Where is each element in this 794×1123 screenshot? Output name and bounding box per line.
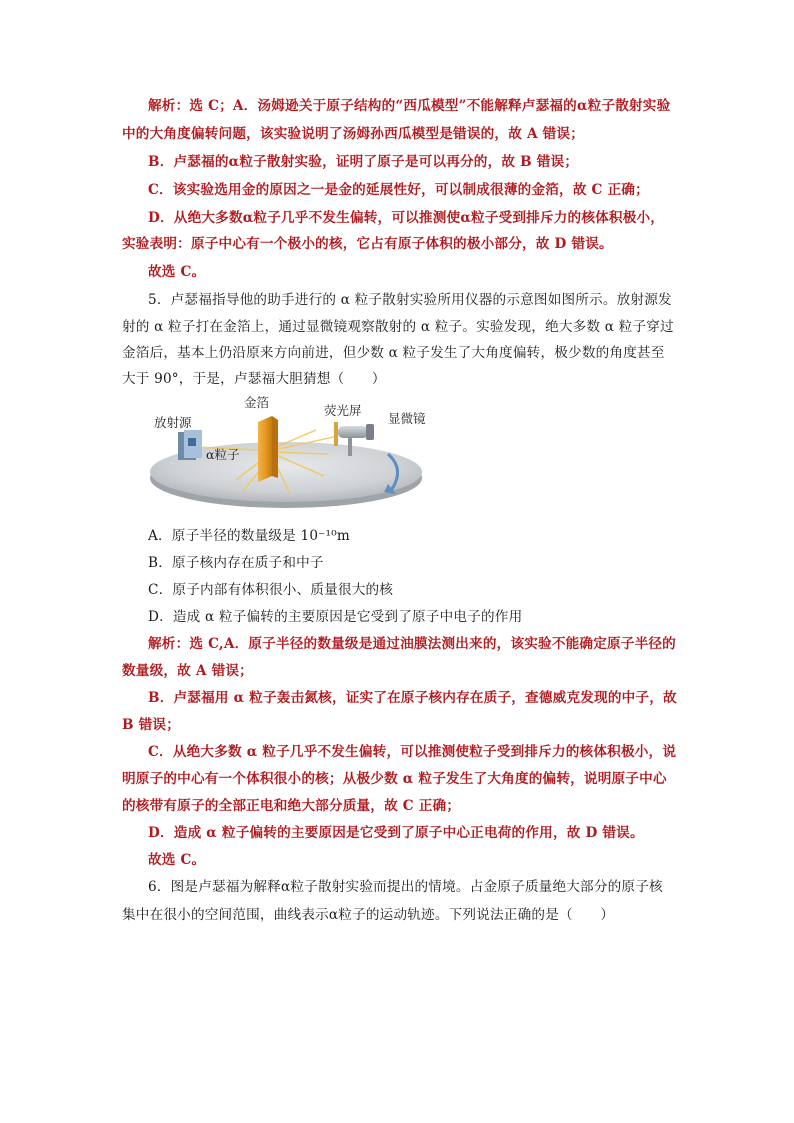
q5-analysis-line-3: B．卢瑟福用 α 粒子轰击氮核，证实了在原子核内存在质子，查德威克发现的中子，故 — [148, 690, 677, 706]
radiation-source — [178, 430, 202, 460]
q5-option-c: C．原子内部有体积很小、质量很大的核 — [148, 582, 394, 598]
q5-analysis-line-4: B 错误； — [122, 717, 181, 733]
q4-analysis-line-4: C．该实验选用金的原因之一是金的延展性好，可以制成很薄的金箔，故 C 正确； — [148, 182, 649, 198]
q5-stem-line-3: 金箔后，基本上仍沿原来方向前进，但少数 α 粒子发生了大角度偏转，极少数的角度甚至 — [122, 345, 665, 361]
q5-analysis-line-7: 的核带有原子的全部正电和绝大部分质量，故 C 正确； — [122, 798, 461, 814]
q5-option-b: B．原子核内存在质子和中子 — [148, 555, 324, 571]
q5-option-a: A．原子半径的数量级是 10⁻¹⁰m — [148, 528, 350, 544]
q5-analysis-line-8: D．造成 α 粒子偏转的主要原因是它受到了原子中心正电荷的作用，故 D 错误。 — [148, 825, 644, 841]
gold-foil — [258, 416, 272, 482]
microscope-label: 显微镜 — [388, 411, 426, 426]
q5-stem-line-2: 射的 α 粒子打在金箔上，通过显微镜观察散射的 α 粒子。实验发现，绝大多数 α 粒子穿过 — [122, 319, 674, 335]
q5-stem-line-4: 大于 90°，于是，卢瑟福大胆猜想（ ） — [122, 371, 386, 387]
q5-analysis-line-5: C．从绝大多数 α 粒子几乎不发生偏转，可以推测使粒子受到排斥力的核体积极小，说 — [148, 744, 677, 760]
q4-analysis-line-1: 解析：选 C；A．汤姆逊关于原子结构的“西瓜模型”不能解释卢瑟福的α粒子散射实验 — [148, 98, 671, 114]
q4-analysis-line-6: 实验表明：原子中心有一个极小的核，它占有原子体积的极小部分，故 D 错误。 — [122, 236, 613, 252]
q5-analysis-line-2: 数量级，故 A 错误； — [122, 663, 253, 679]
screen-label: 荧光屏 — [324, 403, 362, 418]
alpha-particle-label: α粒子 — [206, 447, 240, 462]
q5-answer: 故选 C。 — [148, 852, 206, 868]
q5-analysis-line-1: 解析：选 C,A．原子半径的数量级是通过油膜法测出来的，该实验不能确定原子半径的 — [148, 636, 676, 652]
q6-stem-line-1: 6．图是卢瑟福为解释α粒子散射实验而提出的情境。占金原子质量绝大部分的原子核 — [148, 879, 663, 895]
q5-option-d: D．造成 α 粒子偏转的主要原因是它受到了原子中电子的作用 — [148, 609, 523, 625]
q6-stem-line-2: 集中在很小的空间范围，曲线表示α粒子的运动轨迹。下列说法正确的是（ ） — [122, 907, 615, 923]
source-label: 放射源 — [154, 415, 192, 430]
q5-stem-line-1: 5．卢瑟福指导他的助手进行的 α 粒子散射实验所用仪器的示意图如图所示。放射源发 — [148, 292, 672, 308]
q4-analysis-line-2: 中的大角度偏转问题，该实验说明了汤姆孙西瓜模型是错误的，故 A 错误； — [122, 126, 585, 142]
apparatus-diagram — [148, 392, 440, 510]
q5-analysis-line-6: 明原子的中心有一个体积很小的核；从极少数 α 粒子发生了大角度的偏转，说明原子中心 — [122, 771, 667, 787]
q4-answer: 故选 C。 — [148, 264, 206, 280]
q4-analysis-line-5: D．从绝大多数α粒子几乎不发生偏转，可以推测使α粒子受到排斥力的核体积极小， — [148, 210, 665, 226]
q4-analysis-line-3: B．卢瑟福的α粒子散射实验，证明了原子是可以再分的，故 B 错误； — [148, 154, 579, 170]
gold-foil-side — [272, 416, 278, 478]
foil-label: 金箔 — [244, 395, 270, 410]
alpha-scattering-apparatus-figure — [148, 392, 440, 510]
